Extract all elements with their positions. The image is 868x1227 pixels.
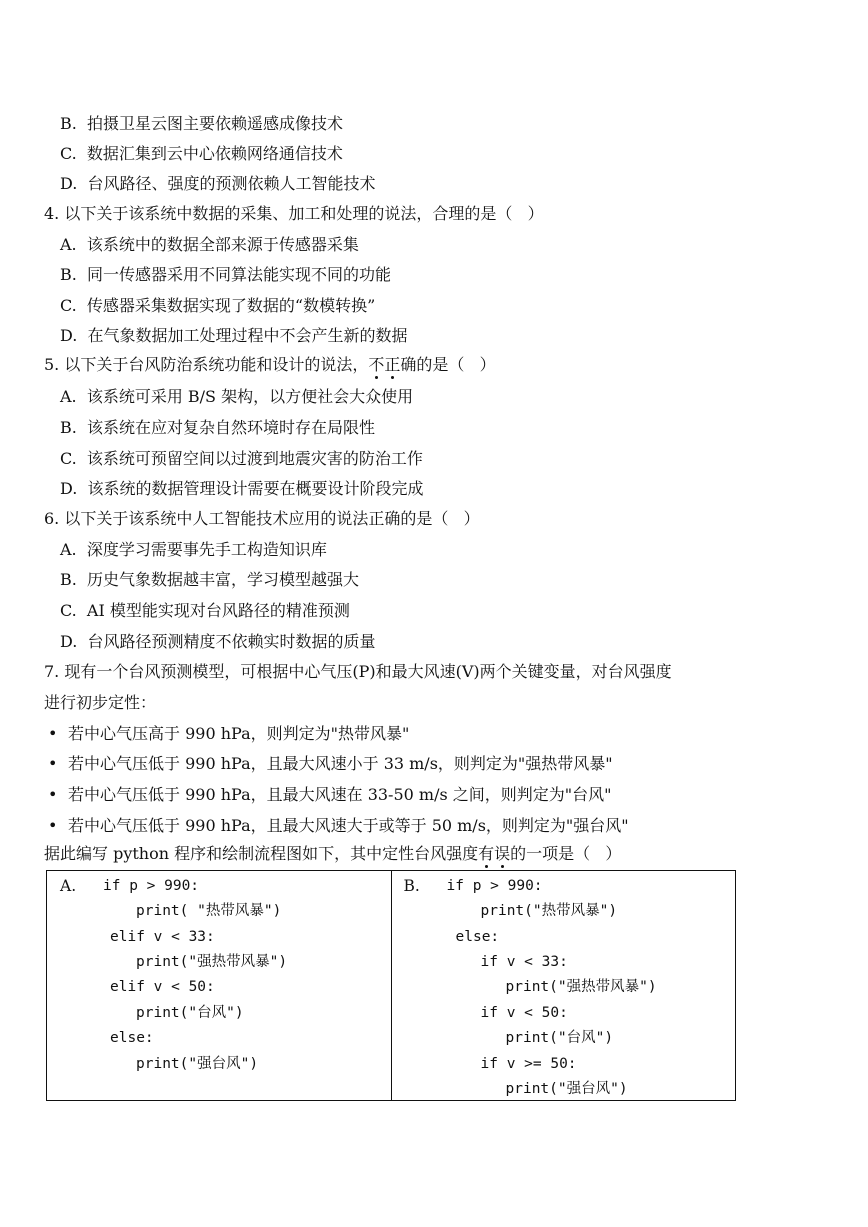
q4-option-b: B. 同一传感器采用不同算法能实现不同的功能 <box>60 265 392 284</box>
q7-option-b-cell <box>391 871 736 1101</box>
code-line: print("强热带风暴") <box>136 954 288 970</box>
code-line: elif v < 33: <box>110 929 215 945</box>
q5-option-b: B. 该系统在应对复杂自然环境时存在局限性 <box>60 418 376 437</box>
q4-stem: 4. 以下关于该系统中数据的采集、加工和处理的说法，合理的是（ ） <box>44 204 544 223</box>
q7-option-a-cell <box>47 871 392 1101</box>
q7-bullet-4 <box>48 816 629 836</box>
q7-question-emphasis-1: 有 <box>478 844 495 863</box>
q4-option-d: D. 在气象数据加工处理过程中不会产生新的数据 <box>60 326 408 345</box>
q3-option-c: C. 数据汇集到云中心依赖网络通信技术 <box>60 144 343 163</box>
q7-bullet-text: 若中心气压低于 990 hPa，且最大风速大于或等于 50 m/s，则判定为"强台风" <box>68 816 629 835</box>
code-line: print("强热带风暴") <box>505 979 657 995</box>
q7-option-b-label: B. <box>403 877 420 895</box>
q5-stem-part2: 确的是（ ） <box>400 355 496 374</box>
bullet-icon: • <box>48 785 58 804</box>
bullet-icon: • <box>48 816 58 835</box>
code-line: print("台风") <box>136 1005 244 1021</box>
q3-option-b: B. 拍摄卫星云图主要依赖遥感成像技术 <box>60 114 344 133</box>
code-line: if v < 33: <box>480 954 568 970</box>
code-line: if v >= 50: <box>480 1056 577 1072</box>
code-line: else: <box>455 929 500 945</box>
q7-bullet-3 <box>48 785 611 805</box>
q6-stem: 6. 以下关于该系统中人工智能技术应用的说法正确的是（ ） <box>44 509 480 528</box>
code-line: print("热带风暴") <box>480 903 618 919</box>
q7-question-emphasis-2: 误 <box>494 844 511 863</box>
q7-bullet-text: 若中心气压低于 990 hPa，且最大风速在 33-50 m/s 之间，则判定为"台风" <box>68 785 612 804</box>
bullet-icon: • <box>48 724 58 743</box>
q5-stem-part1: 5. 以下关于台风防治系统功能和设计的说法， <box>44 355 369 374</box>
q7-bullet-text: 若中心气压高于 990 hPa，则判定为"热带风暴" <box>68 724 410 743</box>
q5-stem-emphasis-1: 不 <box>368 355 385 374</box>
q5-option-a: A. 该系统可采用 B/S 架构，以方便社会大众使用 <box>60 387 414 406</box>
q5-stem <box>44 355 496 375</box>
code-line: print( "热带风暴") <box>136 903 282 919</box>
q6-option-d: D. 台风路径预测精度不依赖实时数据的质量 <box>60 632 376 651</box>
code-line: else: <box>110 1030 154 1046</box>
code-line: if v < 50: <box>480 1005 568 1021</box>
code-line: elif v < 50: <box>110 979 215 995</box>
q7-code-table <box>46 870 736 1101</box>
bullet-icon: • <box>48 754 58 773</box>
q5-stem-emphasis-2: 正 <box>384 355 401 374</box>
q4-option-a: A. 该系统中的数据全部来源于传感器采集 <box>60 235 359 254</box>
q7-bullet-2 <box>48 754 613 774</box>
code-line: if p > 990: <box>103 878 200 894</box>
q7-question-part2: 的一项是（ ） <box>510 844 622 863</box>
code-line: print("强台风") <box>505 1081 628 1097</box>
q6-option-c: C. AI 模型能实现对台风路径的精准预测 <box>60 601 350 620</box>
q7-question <box>44 844 621 864</box>
q7-stem-line2: 进行初步定性： <box>44 693 157 712</box>
code-line: print("台风") <box>505 1030 614 1046</box>
q6-option-a: A. 深度学习需要事先手工构造知识库 <box>60 540 327 559</box>
q5-option-d: D. 该系统的数据管理设计需要在概要设计阶段完成 <box>60 479 424 498</box>
q4-option-c: C. 传感器采集数据实现了数据的“数模转换” <box>60 296 376 315</box>
q6-option-b: B. 历史气象数据越丰富，学习模型越强大 <box>60 570 360 589</box>
q7-bullet-text: 若中心气压低于 990 hPa，且最大风速小于 33 m/s，则判定为"强热带风暴" <box>68 754 613 773</box>
q7-bullet-1 <box>48 724 409 744</box>
code-line: print("强台风") <box>136 1056 259 1072</box>
q7-question-part1: 据此编写 python 程序和绘制流程图如下，其中定性台风强度 <box>44 844 479 863</box>
q7-option-a-label: A. <box>60 877 77 895</box>
code-line: if p > 990: <box>446 878 543 894</box>
q3-option-d: D. 台风路径、强度的预测依赖人工智能技术 <box>60 174 376 193</box>
q5-option-c: C. 该系统可预留空间以过渡到地震灾害的防治工作 <box>60 449 423 468</box>
q7-stem-line1: 7. 现有一个台风预测模型，可根据中心气压(P)和最大风速(V)两个关键变量，对台风强度 <box>44 662 672 681</box>
